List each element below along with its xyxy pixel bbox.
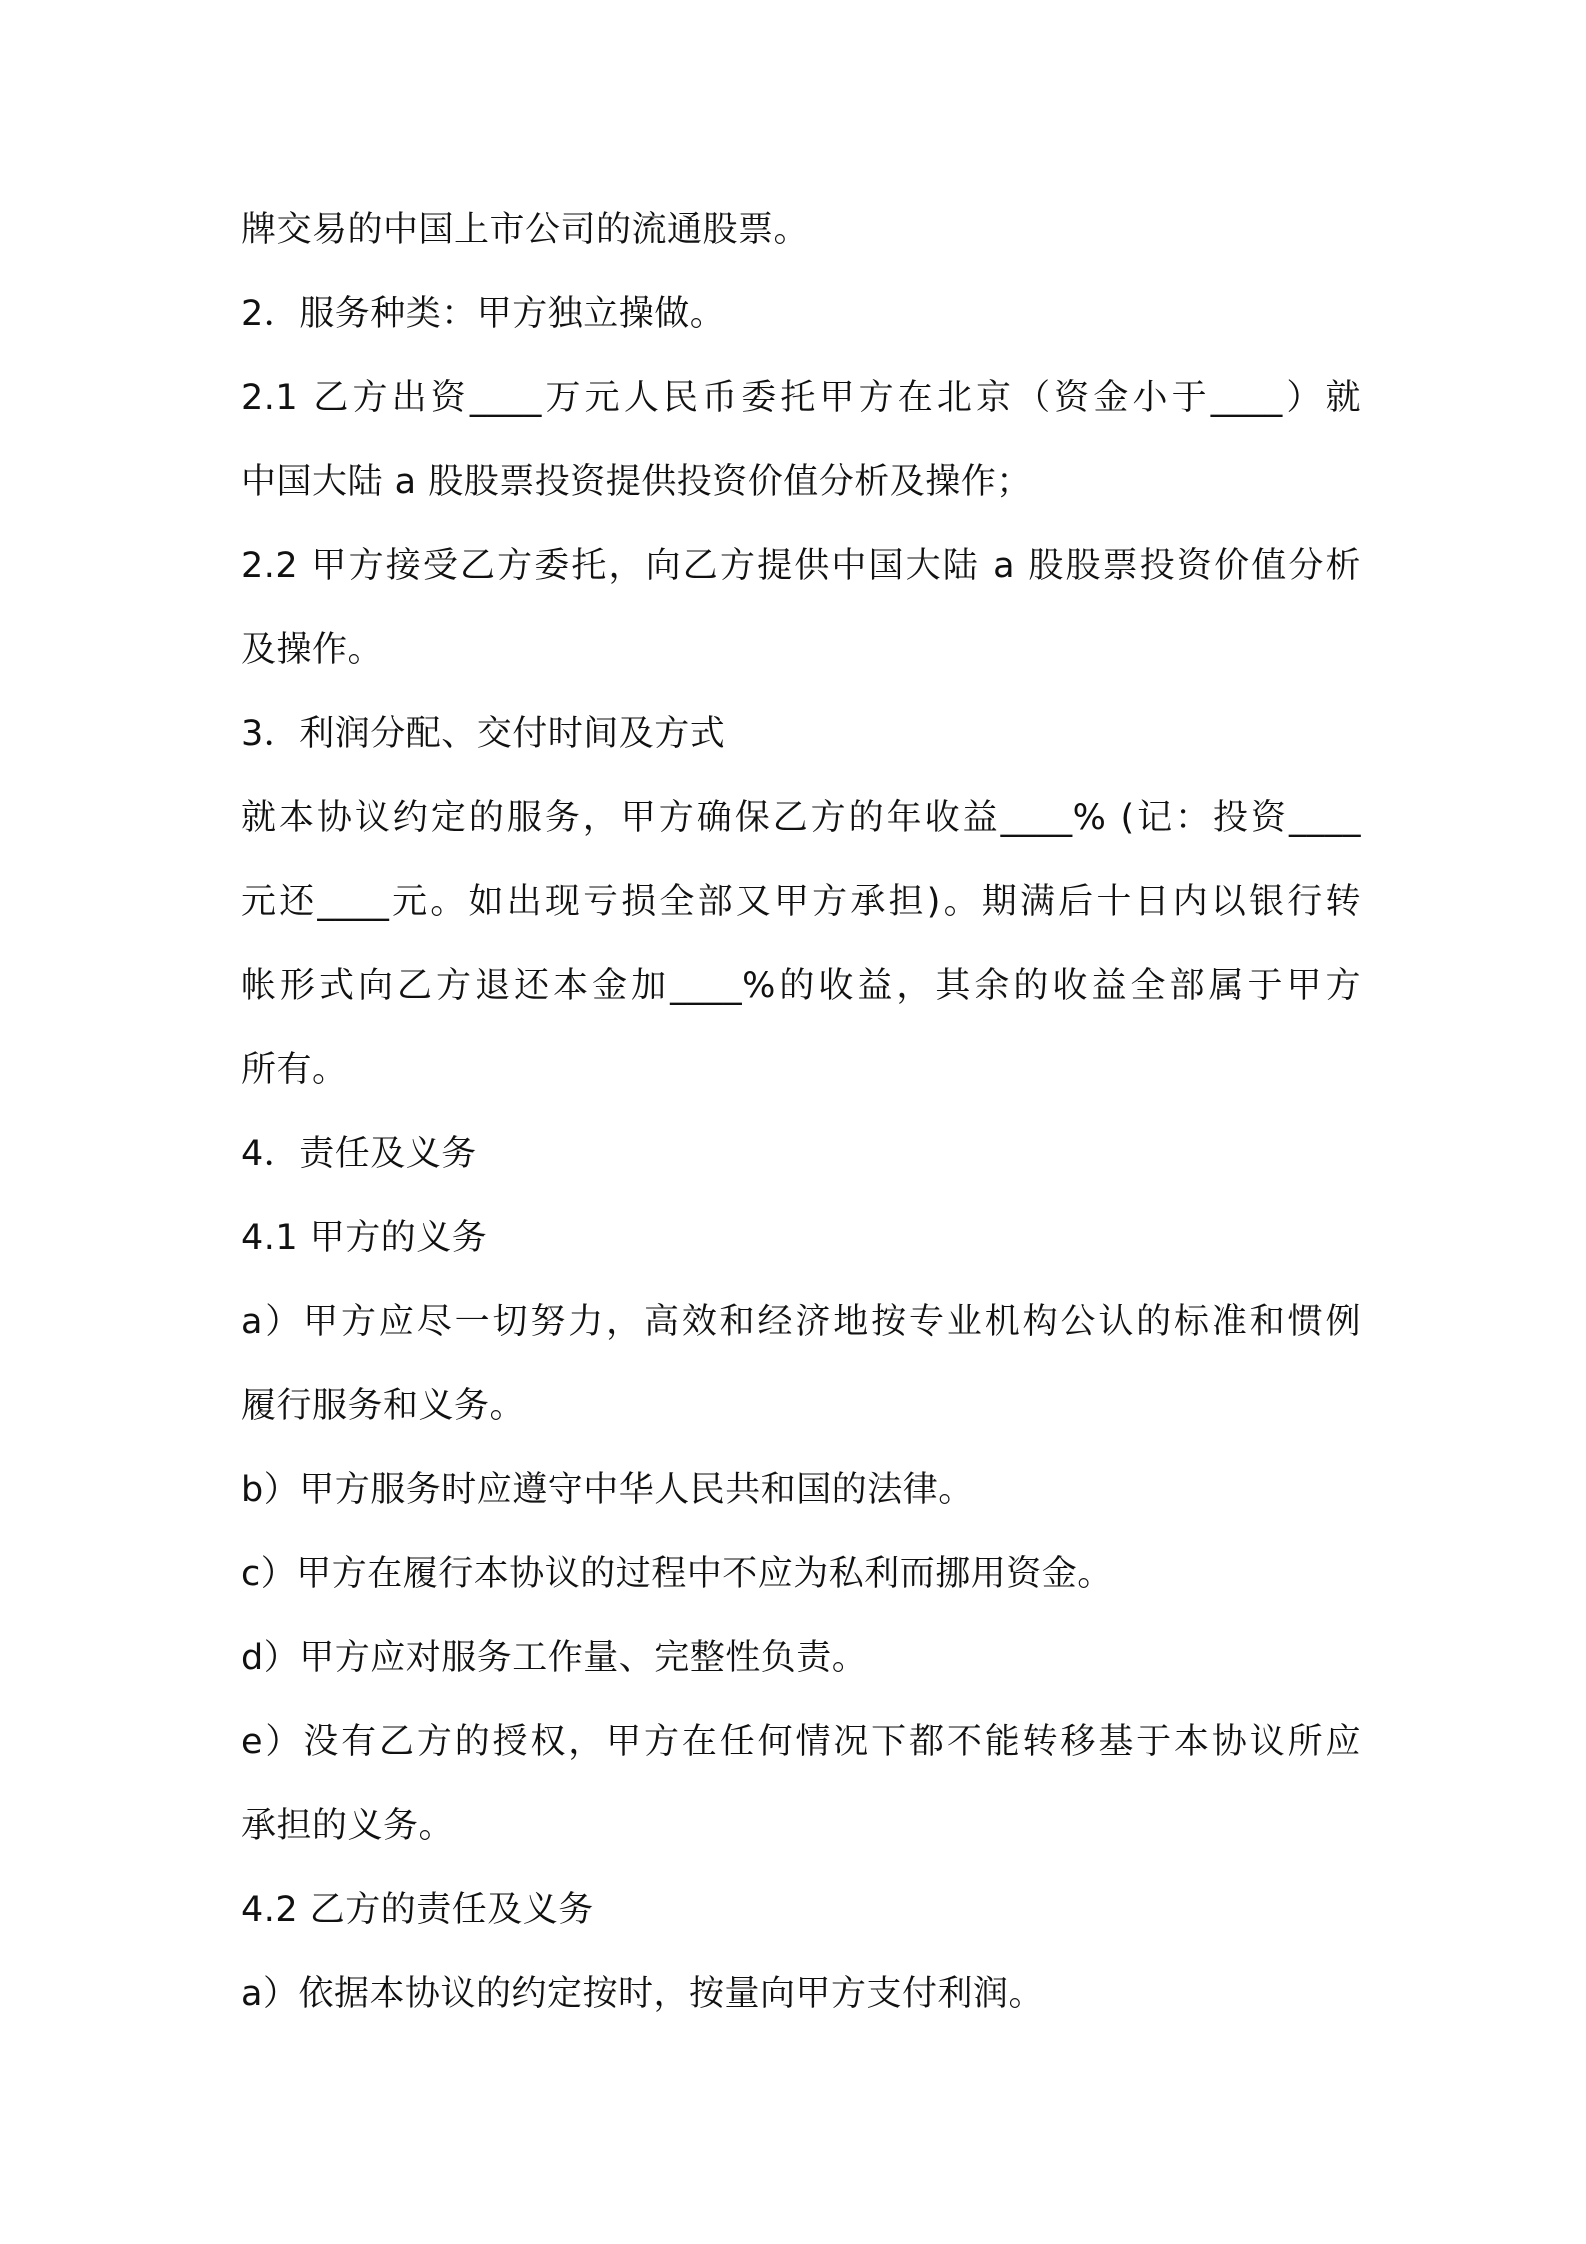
document-line: 2.2 甲方接受乙方委托，向乙方提供中国大陆 a 股股票投资价值分析 (241, 546, 1361, 586)
document-line: 中国大陆 a 股股票投资提供投资价值分析及操作； (241, 462, 1032, 502)
document-line: 2．服务种类：甲方独立操做。 (241, 294, 726, 334)
document-line: 及操作。 (241, 630, 384, 670)
document-line: e）没有乙方的授权，甲方在任何情况下都不能转移基于本协议所应 (241, 1722, 1361, 1762)
document-line: 牌交易的中国上市公司的流通股票。 (241, 210, 810, 250)
document-line: 4.2 乙方的责任及义务 (241, 1890, 594, 1930)
document-line: c）甲方在履行本协议的过程中不应为私利而挪用资金。 (241, 1554, 1113, 1594)
document-line: 履行服务和义务。 (241, 1386, 526, 1426)
document-line: 帐形式向乙方退还本金加____%的收益，其余的收益全部属于甲方 (241, 966, 1361, 1006)
document-line: 4．责任及义务 (241, 1134, 477, 1174)
document-line: a）依据本协议的约定按时，按量向甲方支付利润。 (241, 1974, 1044, 2014)
document-body (241, 200, 1361, 2048)
document-line: 2.1 乙方出资____万元人民币委托甲方在北京（资金小于____）就 (241, 378, 1361, 418)
document-line: 3．利润分配、交付时间及方式 (241, 714, 726, 754)
document-line: 就本协议约定的服务，甲方确保乙方的年收益____% (记：投资____ (241, 798, 1361, 838)
document-line: b）甲方服务时应遵守中华人民共和国的法律。 (241, 1470, 974, 1510)
document-line: 元还____元。如出现亏损全部又甲方承担)。期满后十日内以银行转 (241, 882, 1361, 922)
document-line: a）甲方应尽一切努力，高效和经济地按专业机构公认的标准和惯例 (241, 1302, 1361, 1342)
document-line: 承担的义务。 (241, 1806, 455, 1846)
document-line: 所有。 (241, 1050, 348, 1090)
document-line: 4.1 甲方的义务 (241, 1218, 488, 1258)
document-line: d）甲方应对服务工作量、完整性负责。 (241, 1638, 868, 1678)
